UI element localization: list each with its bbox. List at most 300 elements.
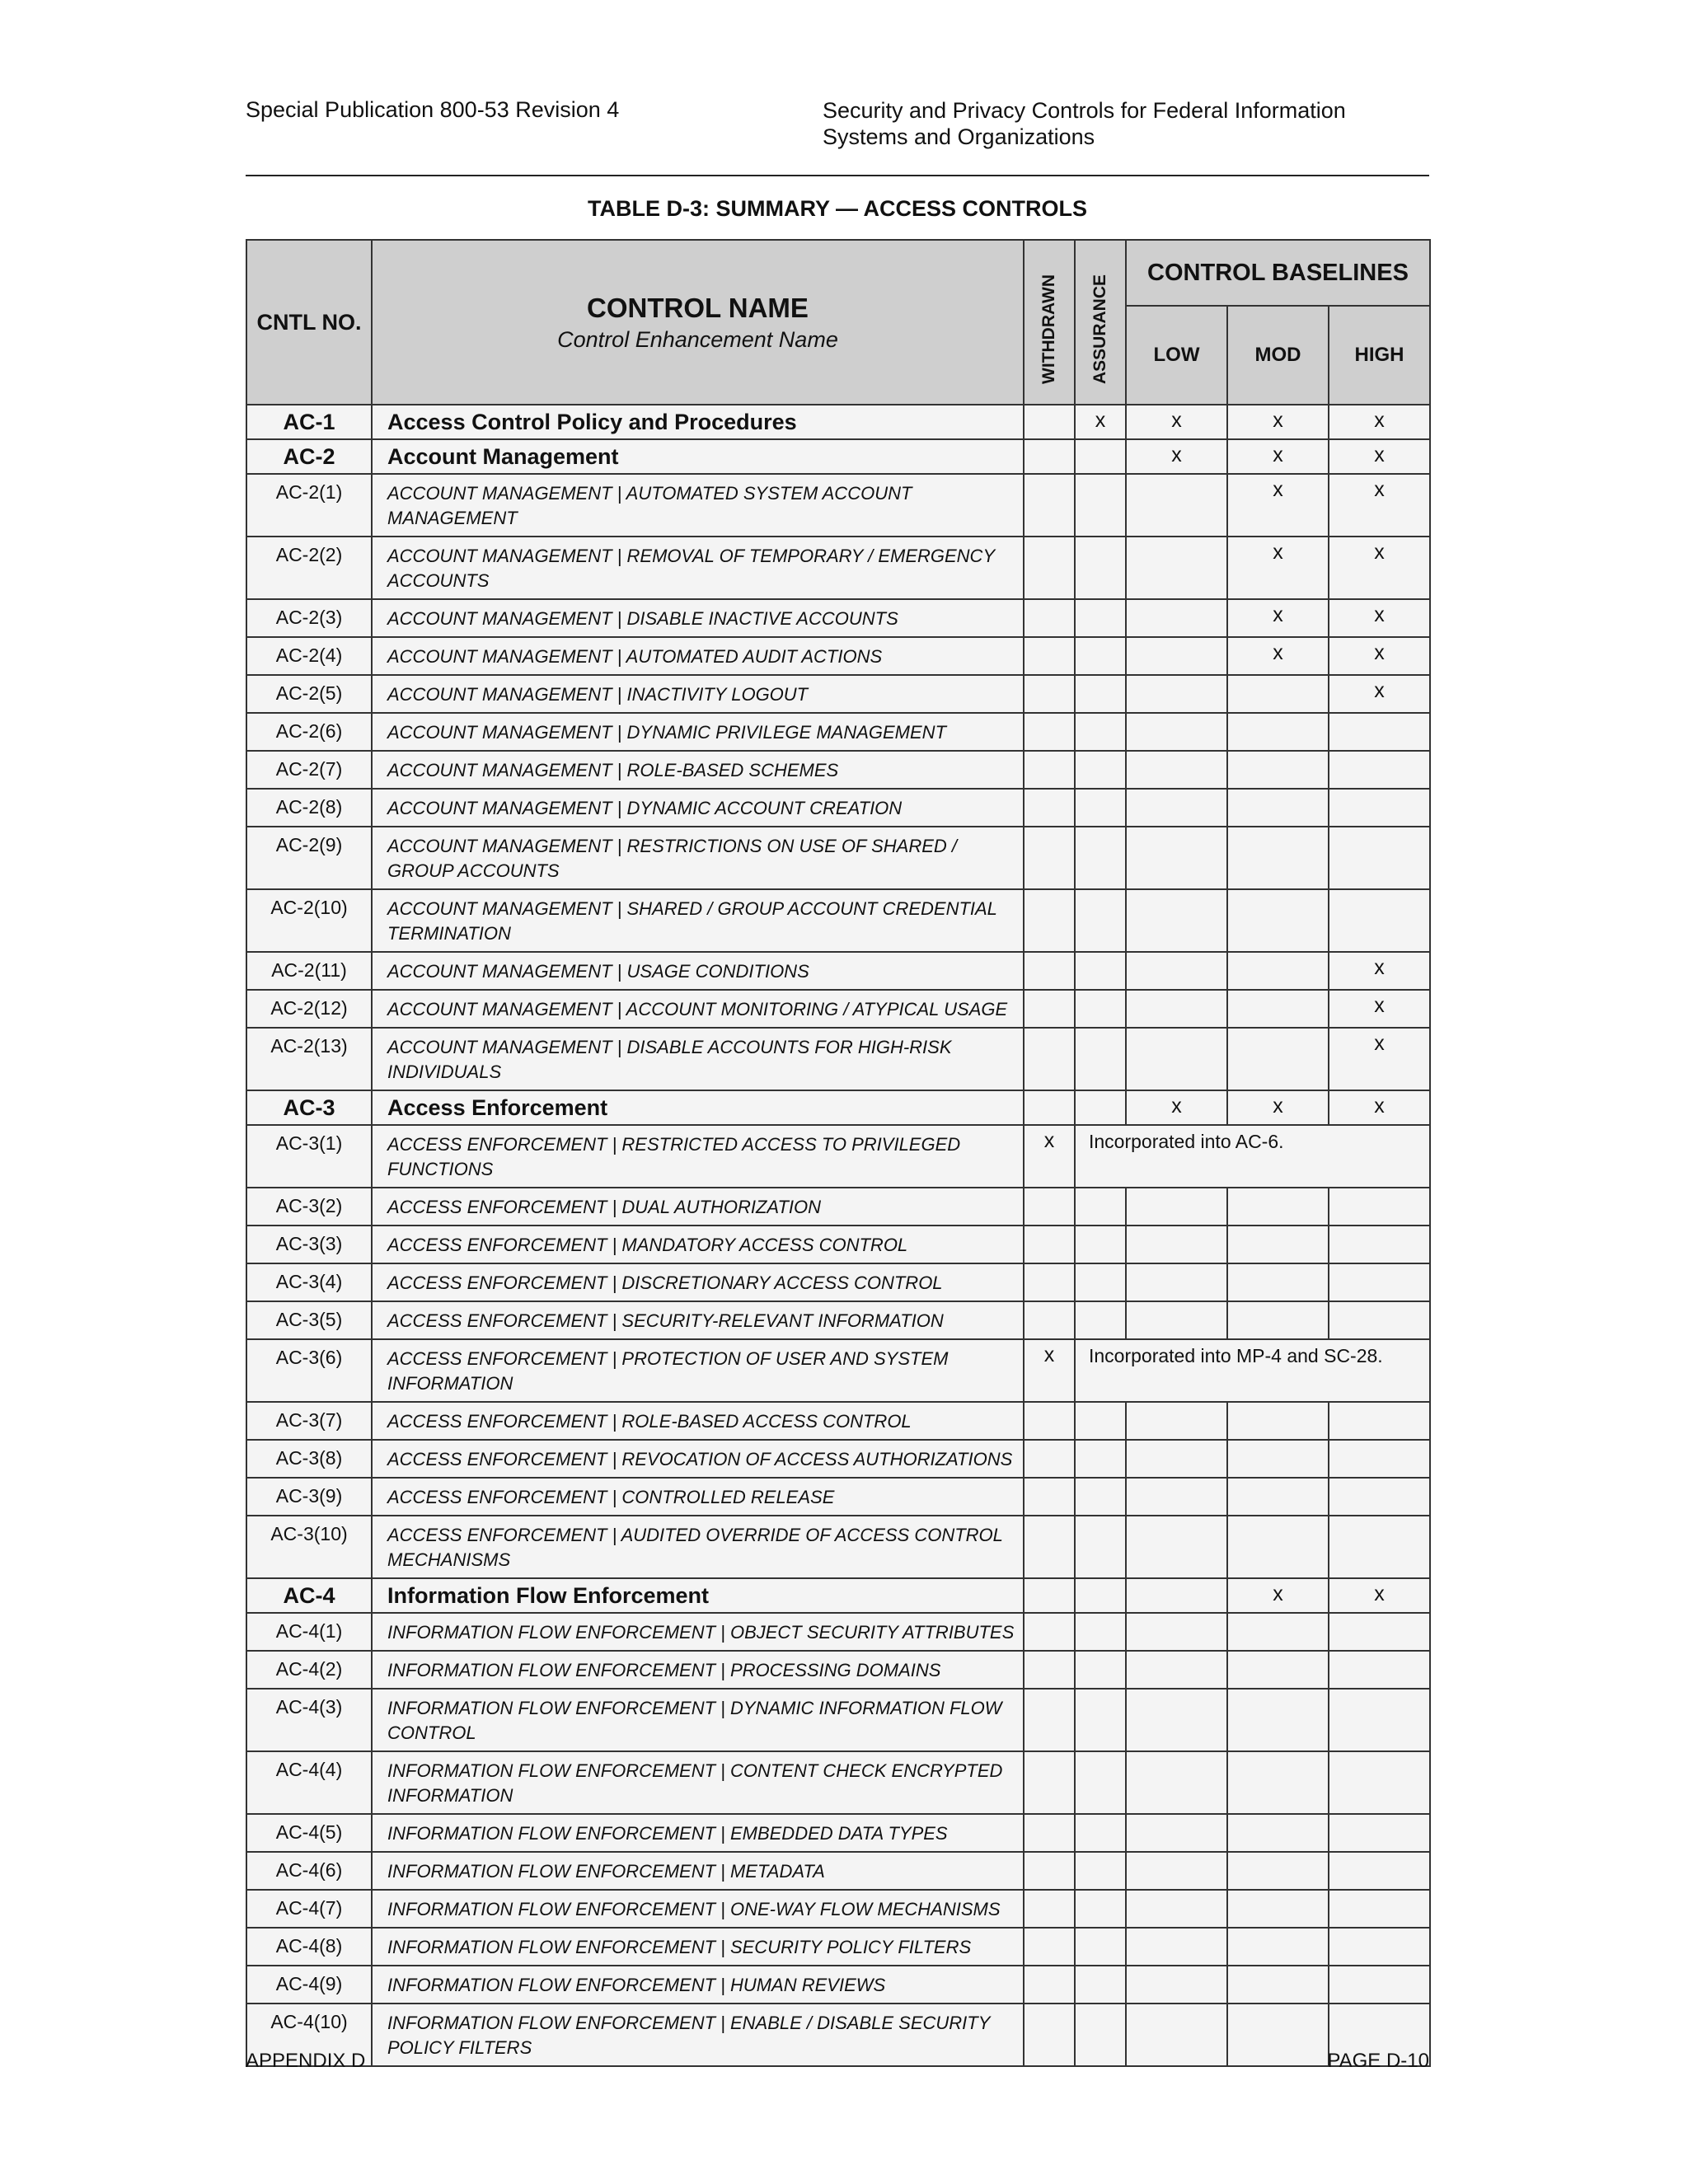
assurance-mark [1075, 990, 1126, 1028]
assurance-mark [1075, 1689, 1126, 1751]
high-baseline-mark: x [1329, 637, 1430, 675]
withdrawn-mark [1024, 1613, 1075, 1651]
withdrawn-mark [1024, 439, 1075, 474]
low-baseline-mark [1126, 1928, 1227, 1966]
control-id: AC-3(9) [246, 1478, 372, 1516]
mod-baseline-mark [1227, 1478, 1329, 1516]
table-row [246, 990, 1430, 1028]
low-baseline-mark: x [1126, 405, 1227, 439]
low-baseline-mark: x [1126, 1090, 1227, 1125]
control-id: AC-3 [246, 1090, 372, 1125]
table-row [246, 1928, 1430, 1966]
incorporated-note: Incorporated into AC-6. [1075, 1125, 1430, 1188]
mod-baseline-mark: x [1227, 537, 1329, 599]
high-baseline-mark [1329, 1516, 1430, 1578]
high-baseline-mark [1329, 1402, 1430, 1440]
control-name: ACCOUNT MANAGEMENT | SHARED / GROUP ACCOUNT CREDENTIAL TERMINATION [372, 889, 1024, 952]
high-baseline-mark [1329, 827, 1430, 889]
high-baseline-mark [1329, 1188, 1430, 1226]
high-baseline-mark [1329, 1852, 1430, 1890]
low-baseline-mark [1126, 1966, 1227, 2004]
high-baseline-mark [1329, 1226, 1430, 1263]
header-assurance: ASSURANCE [1075, 240, 1126, 405]
mod-baseline-mark [1227, 1028, 1329, 1090]
control-name: INFORMATION FLOW ENFORCEMENT | ENABLE / DISABLE SECURITY POLICY FILTERS [372, 2004, 1024, 2066]
header-divider [246, 175, 1429, 176]
withdrawn-mark [1024, 751, 1075, 789]
assurance-mark [1075, 439, 1126, 474]
control-name: INFORMATION FLOW ENFORCEMENT | METADATA [372, 1852, 1024, 1890]
high-baseline-mark [1329, 1440, 1430, 1478]
header-control-name [372, 240, 1024, 405]
mod-baseline-mark [1227, 713, 1329, 751]
table-row [246, 1478, 1430, 1516]
table-row [246, 1751, 1430, 1814]
table-row [246, 1226, 1430, 1263]
document-title: Security and Privacy Controls for Federal Information Systems and Organizations [823, 98, 1346, 149]
mod-baseline-mark: x [1227, 405, 1329, 439]
table-row [246, 1028, 1430, 1090]
control-id: AC-2(10) [246, 889, 372, 952]
incorporated-note: Incorporated into MP-4 and SC-28. [1075, 1339, 1430, 1402]
mod-baseline-mark [1227, 1928, 1329, 1966]
control-id: AC-1 [246, 405, 372, 439]
withdrawn-mark: x [1024, 1339, 1075, 1402]
mod-baseline-mark: x [1227, 474, 1329, 537]
table-row [246, 1966, 1430, 2004]
control-name: ACCOUNT MANAGEMENT | USAGE CONDITIONS [372, 952, 1024, 990]
table-row [246, 537, 1430, 599]
high-baseline-mark [1329, 1751, 1430, 1814]
high-baseline-mark [1329, 1263, 1430, 1301]
control-id: AC-4(1) [246, 1613, 372, 1651]
low-baseline-mark [1126, 599, 1227, 637]
assurance-mark [1075, 827, 1126, 889]
mod-baseline-mark [1227, 1188, 1329, 1226]
assurance-mark [1075, 1928, 1126, 1966]
low-baseline-mark [1126, 751, 1227, 789]
control-name: Account Management [372, 439, 1024, 474]
control-name: Access Control Policy and Procedures [372, 405, 1024, 439]
mod-baseline-mark [1227, 1651, 1329, 1689]
header-low: LOW [1126, 306, 1227, 405]
withdrawn-mark [1024, 1226, 1075, 1263]
low-baseline-mark [1126, 990, 1227, 1028]
control-id: AC-4(9) [246, 1966, 372, 2004]
assurance-mark [1075, 2004, 1126, 2066]
withdrawn-mark [1024, 2004, 1075, 2066]
control-name: ACCOUNT MANAGEMENT | RESTRICTIONS ON USE OF SHARED / GROUP ACCOUNTS [372, 827, 1024, 889]
mod-baseline-mark [1227, 889, 1329, 952]
table-row [246, 1689, 1430, 1751]
low-baseline-mark [1126, 2004, 1227, 2066]
low-baseline-mark [1126, 1516, 1227, 1578]
control-name: INFORMATION FLOW ENFORCEMENT | PROCESSING DOMAINS [372, 1651, 1024, 1689]
high-baseline-mark: x [1329, 952, 1430, 990]
high-baseline-mark [1329, 1966, 1430, 2004]
table-row [246, 1301, 1430, 1339]
table-row [246, 1852, 1430, 1890]
header-control-baselines: CONTROL BASELINES [1126, 240, 1430, 306]
control-id: AC-3(8) [246, 1440, 372, 1478]
control-id: AC-3(7) [246, 1402, 372, 1440]
control-name: ACCESS ENFORCEMENT | DUAL AUTHORIZATION [372, 1188, 1024, 1226]
table-row [246, 675, 1430, 713]
low-baseline-mark [1126, 789, 1227, 827]
assurance-mark [1075, 1516, 1126, 1578]
control-name: ACCOUNT MANAGEMENT | DISABLE ACCOUNTS FOR HIGH-RISK INDIVIDUALS [372, 1028, 1024, 1090]
withdrawn-mark [1024, 1440, 1075, 1478]
table-row [246, 751, 1430, 789]
control-name: ACCOUNT MANAGEMENT | DISABLE INACTIVE ACCOUNTS [372, 599, 1024, 637]
withdrawn-mark [1024, 1890, 1075, 1928]
control-name: INFORMATION FLOW ENFORCEMENT | DYNAMIC INFORMATION FLOW CONTROL [372, 1689, 1024, 1751]
withdrawn-mark [1024, 474, 1075, 537]
low-baseline-mark [1126, 637, 1227, 675]
high-baseline-mark: x [1329, 474, 1430, 537]
table-row [246, 1516, 1430, 1578]
high-baseline-mark [1329, 1890, 1430, 1928]
low-baseline-mark [1126, 1402, 1227, 1440]
table-row [246, 637, 1430, 675]
withdrawn-mark [1024, 599, 1075, 637]
withdrawn-mark [1024, 1301, 1075, 1339]
high-baseline-mark [1329, 751, 1430, 789]
assurance-mark [1075, 599, 1126, 637]
control-id: AC-4(6) [246, 1852, 372, 1890]
withdrawn-mark [1024, 827, 1075, 889]
low-baseline-mark [1126, 889, 1227, 952]
withdrawn-mark [1024, 1578, 1075, 1613]
publication-title: Special Publication 800-53 Revision 4 [246, 97, 620, 122]
table-row [246, 405, 1430, 439]
withdrawn-mark [1024, 1516, 1075, 1578]
low-baseline-mark [1126, 1188, 1227, 1226]
control-name: ACCOUNT MANAGEMENT | ACCOUNT MONITORING / ATYPICAL USAGE [372, 990, 1024, 1028]
withdrawn-mark [1024, 1651, 1075, 1689]
control-name: ACCOUNT MANAGEMENT | DYNAMIC ACCOUNT CREATION [372, 789, 1024, 827]
high-baseline-mark [1329, 889, 1430, 952]
mod-baseline-mark: x [1227, 439, 1329, 474]
high-baseline-mark: x [1329, 1578, 1430, 1613]
control-name: ACCOUNT MANAGEMENT | REMOVAL OF TEMPORARY / EMERGENCY ACCOUNTS [372, 537, 1024, 599]
control-id: AC-2(4) [246, 637, 372, 675]
high-baseline-mark [1329, 1478, 1430, 1516]
assurance-mark [1075, 1852, 1126, 1890]
assurance-mark [1075, 474, 1126, 537]
control-id: AC-3(6) [246, 1339, 372, 1402]
control-id: AC-2(6) [246, 713, 372, 751]
withdrawn-mark [1024, 990, 1075, 1028]
control-id: AC-2(3) [246, 599, 372, 637]
control-name: INFORMATION FLOW ENFORCEMENT | OBJECT SECURITY ATTRIBUTES [372, 1613, 1024, 1651]
mod-baseline-mark [1227, 789, 1329, 827]
mod-baseline-mark: x [1227, 599, 1329, 637]
table-row [246, 1578, 1430, 1613]
withdrawn-mark [1024, 1689, 1075, 1751]
high-baseline-mark [1329, 1928, 1430, 1966]
withdrawn-mark [1024, 1478, 1075, 1516]
mod-baseline-mark [1227, 1440, 1329, 1478]
table-row [246, 474, 1430, 537]
high-baseline-mark [1329, 1814, 1430, 1852]
withdrawn-mark [1024, 952, 1075, 990]
low-baseline-mark [1126, 1689, 1227, 1751]
control-id: AC-2(11) [246, 952, 372, 990]
control-name: ACCOUNT MANAGEMENT | ROLE-BASED SCHEMES [372, 751, 1024, 789]
low-baseline-mark [1126, 952, 1227, 990]
control-id: AC-4(5) [246, 1814, 372, 1852]
mod-baseline-mark [1227, 1852, 1329, 1890]
control-id: AC-2(1) [246, 474, 372, 537]
control-name: ACCESS ENFORCEMENT | CONTROLLED RELEASE [372, 1478, 1024, 1516]
assurance-mark [1075, 751, 1126, 789]
control-name: ACCOUNT MANAGEMENT | AUTOMATED AUDIT ACTIONS [372, 637, 1024, 675]
table-row [246, 789, 1430, 827]
low-baseline-mark [1126, 1852, 1227, 1890]
assurance-mark [1075, 1028, 1126, 1090]
control-name: ACCESS ENFORCEMENT | DISCRETIONARY ACCESS CONTROL [372, 1263, 1024, 1301]
control-enhancement-label: Control Enhancement Name [557, 326, 838, 352]
assurance-mark [1075, 1890, 1126, 1928]
mod-baseline-mark [1227, 751, 1329, 789]
page-header [246, 97, 1429, 176]
control-id: AC-2(12) [246, 990, 372, 1028]
withdrawn-mark [1024, 1263, 1075, 1301]
withdrawn-mark [1024, 1751, 1075, 1814]
mod-baseline-mark [1227, 1263, 1329, 1301]
header-mod: MOD [1227, 306, 1329, 405]
control-name: ACCESS ENFORCEMENT | RESTRICTED ACCESS TO PRIVILEGED FUNCTIONS [372, 1125, 1024, 1188]
control-id: AC-4 [246, 1578, 372, 1613]
table-row [246, 1263, 1430, 1301]
low-baseline-mark [1126, 1226, 1227, 1263]
table-row [246, 1814, 1430, 1852]
control-id: AC-4(4) [246, 1751, 372, 1814]
withdrawn-mark [1024, 1966, 1075, 2004]
assurance-mark [1075, 713, 1126, 751]
table-row [246, 1890, 1430, 1928]
table-row [246, 599, 1430, 637]
withdrawn-mark [1024, 1928, 1075, 1966]
table-row [246, 827, 1430, 889]
control-name: ACCOUNT MANAGEMENT | AUTOMATED SYSTEM ACCOUNT MANAGEMENT [372, 474, 1024, 537]
assurance-mark [1075, 1651, 1126, 1689]
table-row [246, 713, 1430, 751]
low-baseline-mark [1126, 1814, 1227, 1852]
low-baseline-mark [1126, 713, 1227, 751]
control-name: Information Flow Enforcement [372, 1578, 1024, 1613]
withdrawn-mark [1024, 1028, 1075, 1090]
table-row [246, 952, 1430, 990]
low-baseline-mark [1126, 1578, 1227, 1613]
appendix-label: APPENDIX D [246, 2050, 366, 2072]
assurance-mark [1075, 1402, 1126, 1440]
low-baseline-mark [1126, 1751, 1227, 1814]
mod-baseline-mark [1227, 952, 1329, 990]
control-name: INFORMATION FLOW ENFORCEMENT | CONTENT CHECK ENCRYPTED INFORMATION [372, 1751, 1024, 1814]
table-row [246, 1090, 1430, 1125]
mod-baseline-mark: x [1227, 1090, 1329, 1125]
assurance-mark [1075, 1751, 1126, 1814]
low-baseline-mark [1126, 1440, 1227, 1478]
low-baseline-mark [1126, 1651, 1227, 1689]
mod-baseline-mark [1227, 1751, 1329, 1814]
mod-baseline-mark [1227, 1966, 1329, 2004]
control-name: Access Enforcement [372, 1090, 1024, 1125]
withdrawn-mark [1024, 713, 1075, 751]
table-row [246, 1613, 1430, 1651]
high-baseline-mark [1329, 1651, 1430, 1689]
withdrawn-mark: x [1024, 1125, 1075, 1188]
low-baseline-mark [1126, 1890, 1227, 1928]
table-body [246, 405, 1430, 2066]
high-baseline-mark: x [1329, 1028, 1430, 1090]
control-id: AC-3(2) [246, 1188, 372, 1226]
control-name: INFORMATION FLOW ENFORCEMENT | EMBEDDED DATA TYPES [372, 1814, 1024, 1852]
header-high: HIGH [1329, 306, 1430, 405]
assurance-mark: x [1075, 405, 1126, 439]
mod-baseline-mark [1227, 1890, 1329, 1928]
table-row [246, 1339, 1430, 1402]
high-baseline-mark [1329, 1301, 1430, 1339]
withdrawn-mark [1024, 1188, 1075, 1226]
withdrawn-mark [1024, 675, 1075, 713]
high-baseline-mark: x [1329, 675, 1430, 713]
withdrawn-mark [1024, 637, 1075, 675]
control-name: INFORMATION FLOW ENFORCEMENT | ONE-WAY FLOW MECHANISMS [372, 1890, 1024, 1928]
control-id: AC-2(7) [246, 751, 372, 789]
table-title: TABLE D-3: SUMMARY — ACCESS CONTROLS [587, 196, 1087, 221]
control-name: ACCESS ENFORCEMENT | SECURITY-RELEVANT INFORMATION [372, 1301, 1024, 1339]
control-id: AC-2(5) [246, 675, 372, 713]
low-baseline-mark [1126, 675, 1227, 713]
control-id: AC-2 [246, 439, 372, 474]
high-baseline-mark: x [1329, 439, 1430, 474]
assurance-mark [1075, 537, 1126, 599]
mod-baseline-mark [1227, 1301, 1329, 1339]
high-baseline-mark [1329, 713, 1430, 751]
control-name: ACCOUNT MANAGEMENT | INACTIVITY LOGOUT [372, 675, 1024, 713]
withdrawn-mark [1024, 405, 1075, 439]
assurance-mark [1075, 1090, 1126, 1125]
assurance-mark [1075, 675, 1126, 713]
high-baseline-mark [1329, 1613, 1430, 1651]
assurance-mark [1075, 637, 1126, 675]
withdrawn-mark [1024, 1814, 1075, 1852]
withdrawn-mark [1024, 1402, 1075, 1440]
low-baseline-mark [1126, 474, 1227, 537]
assurance-mark [1075, 889, 1126, 952]
control-id: AC-2(2) [246, 537, 372, 599]
header-cntl-no: CNTL NO. [246, 240, 372, 405]
assurance-mark [1075, 1814, 1126, 1852]
high-baseline-mark [1329, 789, 1430, 827]
withdrawn-mark [1024, 889, 1075, 952]
control-name: ACCESS ENFORCEMENT | REVOCATION OF ACCESS AUTHORIZATIONS [372, 1440, 1024, 1478]
assurance-mark [1075, 1226, 1126, 1263]
control-id: AC-4(10) [246, 2004, 372, 2066]
control-id: AC-3(1) [246, 1125, 372, 1188]
assurance-mark [1075, 789, 1126, 827]
assurance-mark [1075, 1188, 1126, 1226]
mod-baseline-mark [1227, 1226, 1329, 1263]
mod-baseline-mark [1227, 2004, 1329, 2066]
low-baseline-mark: x [1126, 439, 1227, 474]
header-withdrawn: WITHDRAWN [1024, 240, 1075, 405]
mod-baseline-mark [1227, 1613, 1329, 1651]
low-baseline-mark [1126, 1301, 1227, 1339]
low-baseline-mark [1126, 537, 1227, 599]
mod-baseline-mark [1227, 675, 1329, 713]
control-name: INFORMATION FLOW ENFORCEMENT | HUMAN REVIEWS [372, 1966, 1024, 2004]
control-name-label: CONTROL NAME [587, 292, 809, 323]
assurance-mark [1075, 1578, 1126, 1613]
assurance-mark [1075, 1301, 1126, 1339]
control-id: AC-3(10) [246, 1516, 372, 1578]
high-baseline-mark: x [1329, 405, 1430, 439]
table-row [246, 1440, 1430, 1478]
control-name: ACCOUNT MANAGEMENT | DYNAMIC PRIVILEGE MANAGEMENT [372, 713, 1024, 751]
mod-baseline-mark [1227, 1814, 1329, 1852]
page-number: PAGE D-10 [1327, 2050, 1429, 2072]
control-id: AC-3(3) [246, 1226, 372, 1263]
mod-baseline-mark [1227, 1516, 1329, 1578]
high-baseline-mark: x [1329, 1090, 1430, 1125]
low-baseline-mark [1126, 1028, 1227, 1090]
control-id: AC-4(8) [246, 1928, 372, 1966]
table-row [246, 889, 1430, 952]
withdrawn-mark [1024, 1090, 1075, 1125]
controls-summary-table [246, 239, 1431, 2067]
table-row [246, 1188, 1430, 1226]
assurance-mark [1075, 1263, 1126, 1301]
control-id: AC-4(2) [246, 1651, 372, 1689]
mod-baseline-mark [1227, 1689, 1329, 1751]
withdrawn-mark [1024, 1852, 1075, 1890]
mod-baseline-mark: x [1227, 1578, 1329, 1613]
mod-baseline-mark [1227, 990, 1329, 1028]
control-id: AC-2(9) [246, 827, 372, 889]
control-name: ACCESS ENFORCEMENT | ROLE-BASED ACCESS CONTROL [372, 1402, 1024, 1440]
control-id: AC-2(13) [246, 1028, 372, 1090]
high-baseline-mark [1329, 1689, 1430, 1751]
low-baseline-mark [1126, 1263, 1227, 1301]
control-id: AC-2(8) [246, 789, 372, 827]
table-row [246, 1651, 1430, 1689]
mod-baseline-mark: x [1227, 637, 1329, 675]
control-name: INFORMATION FLOW ENFORCEMENT | SECURITY POLICY FILTERS [372, 1928, 1024, 1966]
withdrawn-mark [1024, 789, 1075, 827]
assurance-mark [1075, 1440, 1126, 1478]
control-name: ACCESS ENFORCEMENT | MANDATORY ACCESS CONTROL [372, 1226, 1024, 1263]
control-name: ACCESS ENFORCEMENT | AUDITED OVERRIDE OF ACCESS CONTROL MECHANISMS [372, 1516, 1024, 1578]
table-row [246, 1125, 1430, 1188]
table-row [246, 2004, 1430, 2066]
control-id: AC-3(5) [246, 1301, 372, 1339]
assurance-mark [1075, 1966, 1126, 2004]
high-baseline-mark: x [1329, 537, 1430, 599]
control-id: AC-4(3) [246, 1689, 372, 1751]
withdrawn-mark [1024, 537, 1075, 599]
low-baseline-mark [1126, 1478, 1227, 1516]
low-baseline-mark [1126, 1613, 1227, 1651]
table-row [246, 439, 1430, 474]
assurance-mark [1075, 952, 1126, 990]
control-id: AC-3(4) [246, 1263, 372, 1301]
mod-baseline-mark [1227, 827, 1329, 889]
low-baseline-mark [1126, 827, 1227, 889]
